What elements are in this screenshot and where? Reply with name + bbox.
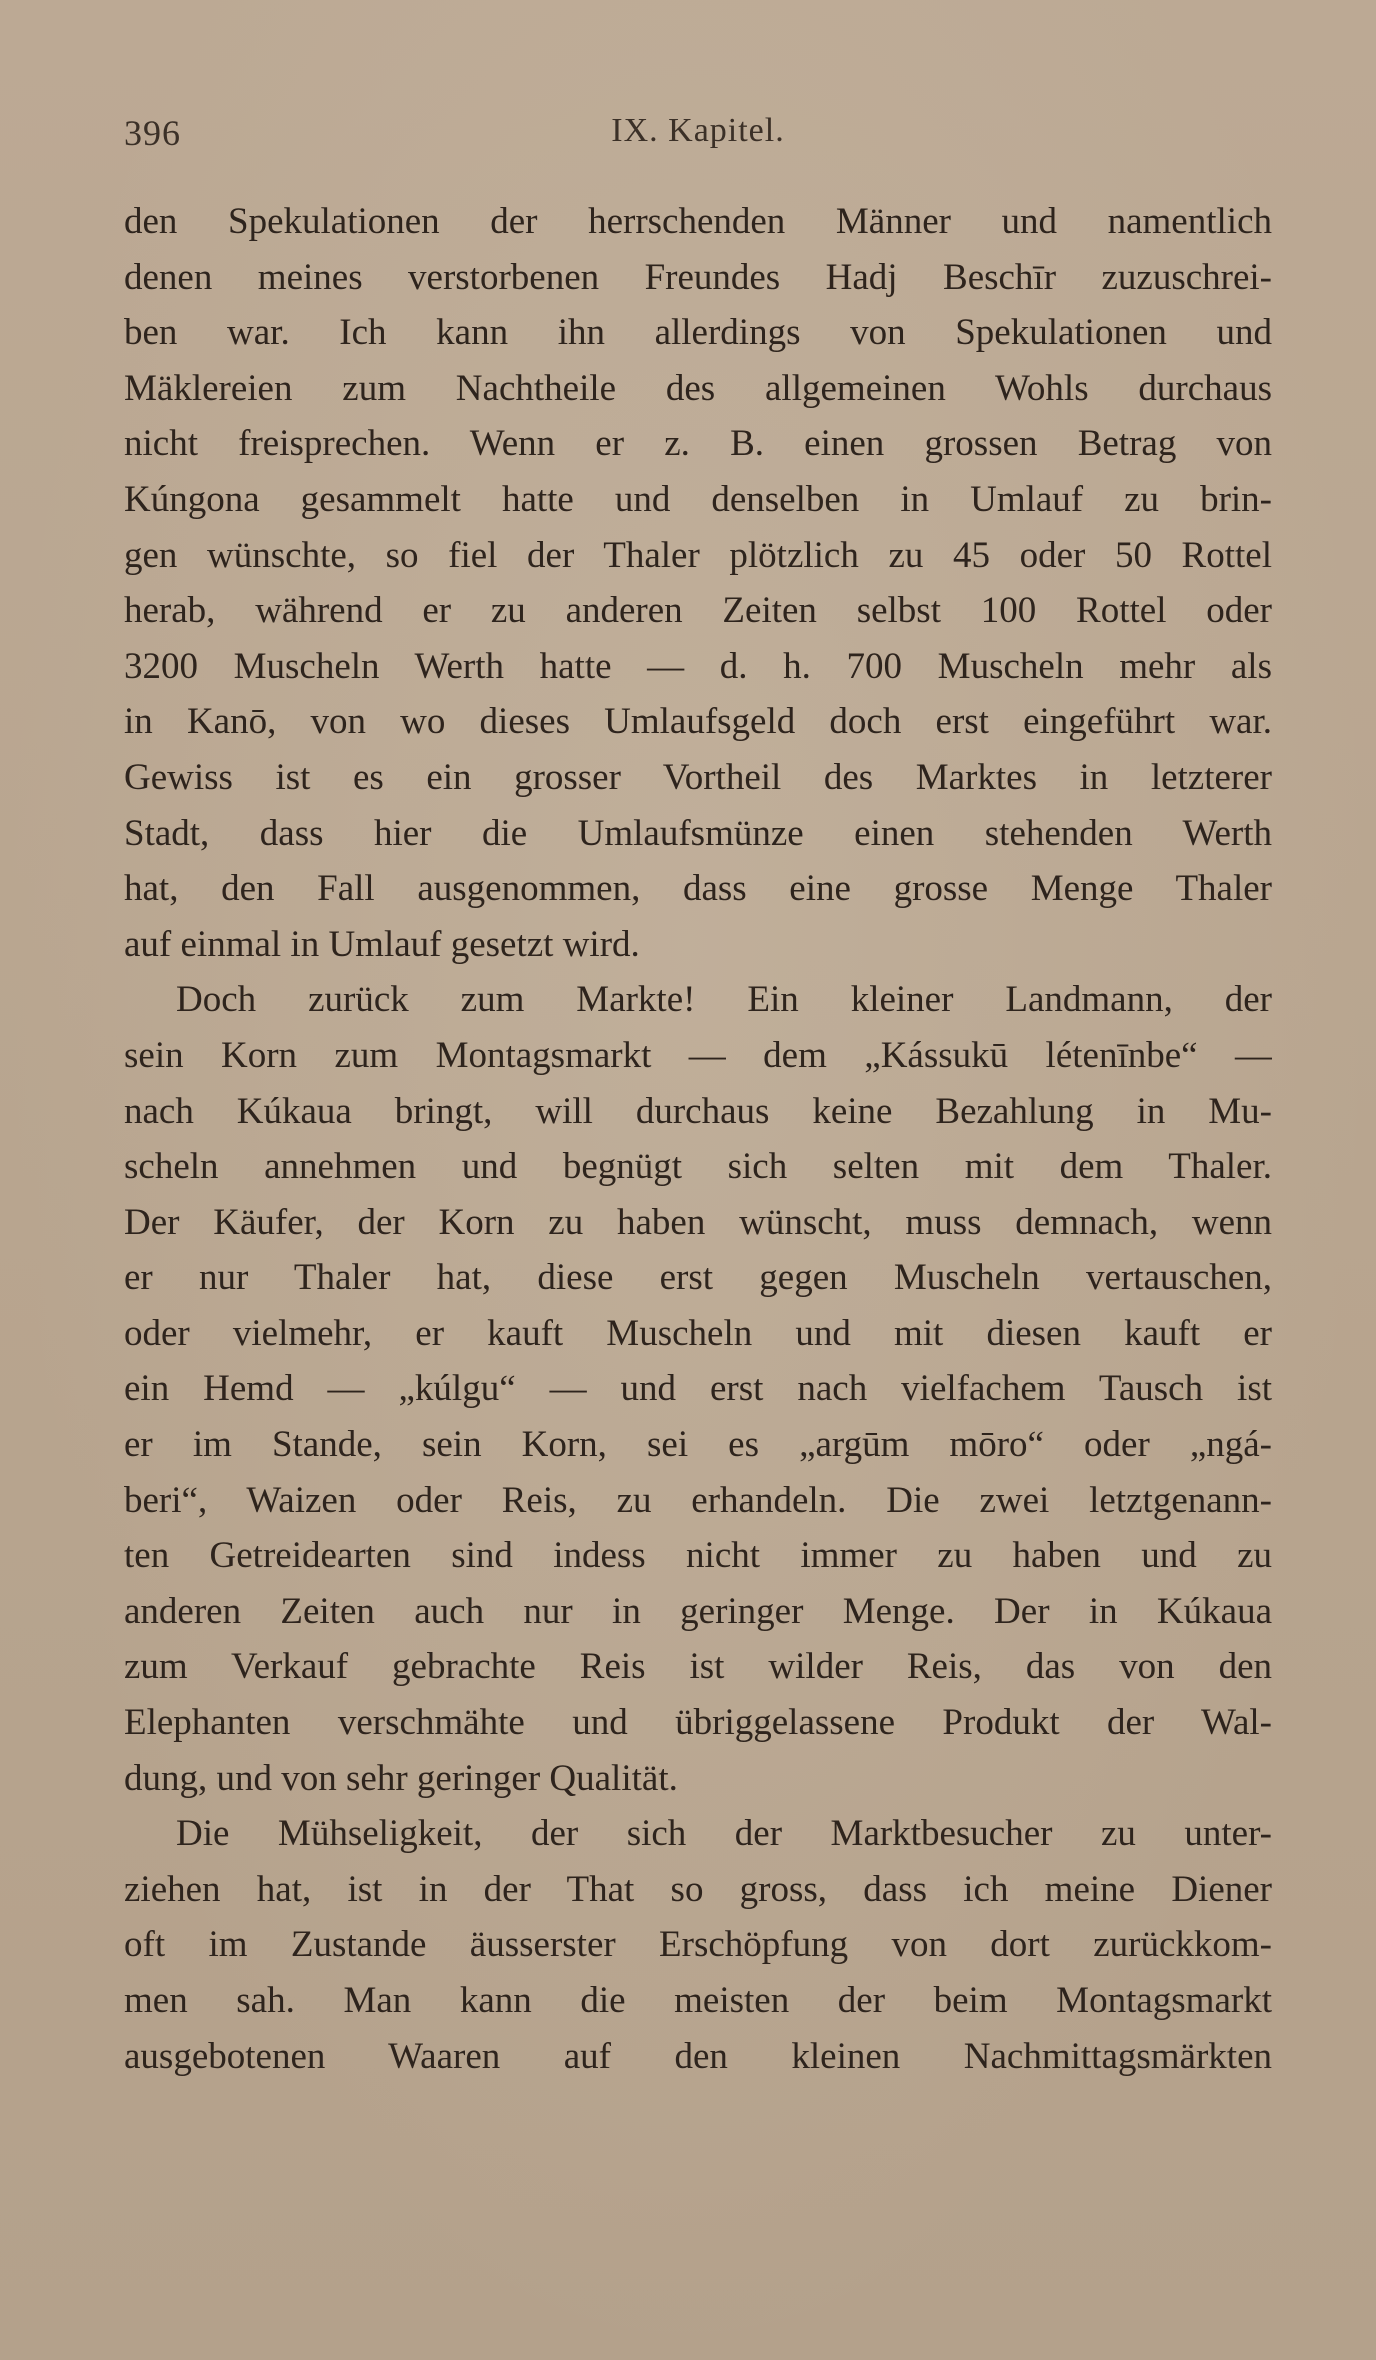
text-line: oft im Zustande äusserster Erschöpfung von dort zurückkom- bbox=[124, 1924, 1272, 1966]
text-line: Der Käufer, der Korn zu haben wünscht, muss demnach, wenn bbox=[124, 1201, 1272, 1243]
text-line: men sah. Man kann die meisten der beim Montagsmarkt bbox=[124, 1980, 1272, 2021]
text-line: sein Korn zum Montagsmarkt — dem „Kássukū létenīnbe“ — bbox=[124, 1034, 1272, 1076]
page-number: 396 bbox=[124, 113, 181, 153]
text-line: er im Stande, sein Korn, sei es „argūm mōro“ oder „ngá- bbox=[124, 1424, 1272, 1466]
text-line: ausgebotenen Waaren auf den kleinen Nachmittagsmärkten bbox=[124, 2035, 1272, 2077]
body-text bbox=[124, 194, 1272, 2084]
paragraph-first-line: Die Mühseligkeit, der sich der Marktbesucher zu unter- bbox=[176, 1813, 1272, 1855]
text-line: ben war. Ich kann ihn allerdings von Spekulationen und bbox=[124, 312, 1272, 354]
page-header bbox=[124, 112, 1272, 164]
text-line: gen wünschte, so fiel der Thaler plötzlich zu 45 oder 50 Rottel bbox=[124, 534, 1272, 576]
text-line: oder vielmehr, er kauft Muscheln und mit diesen kauft er bbox=[124, 1312, 1272, 1354]
text-line: zum Verkauf gebrachte Reis ist wilder Reis, das von den bbox=[124, 1646, 1272, 1688]
text-line: denen meines verstorbenen Freundes Hadj Beschīr zuzuschrei- bbox=[124, 256, 1272, 298]
paragraph-last-line: auf einmal in Umlauf gesetzt wird. bbox=[124, 923, 640, 965]
text-line: ten Getreidearten sind indess nicht immer zu haben und zu bbox=[124, 1535, 1272, 1577]
running-head: IX. Kapitel. bbox=[611, 112, 785, 149]
text-line: herab, während er zu anderen Zeiten selbst 100 Rottel oder bbox=[124, 590, 1272, 632]
paragraph-last-line: dung, und von sehr geringer Qualität. bbox=[124, 1757, 678, 1799]
paragraph-first-line: Doch zurück zum Markte! Ein kleiner Landmann, der bbox=[176, 979, 1272, 1021]
text-line: in Kanō, von wo dieses Umlaufsgeld doch erst eingeführt war. bbox=[124, 701, 1272, 743]
text-line: den Spekulationen der herrschenden Männer und namentlich bbox=[124, 201, 1272, 242]
text-line: ziehen hat, ist in der That so gross, dass ich meine Diener bbox=[124, 1868, 1272, 1910]
text-line: Mäklereien zum Nachtheile des allgemeinen Wohls durchaus bbox=[124, 367, 1272, 409]
text-line: nicht freisprechen. Wenn er z. B. einen grossen Betrag von bbox=[124, 423, 1272, 465]
text-line: er nur Thaler hat, diese erst gegen Muscheln vertauschen, bbox=[124, 1257, 1272, 1299]
text-line: ein Hemd — „kúlgu“ — und erst nach vielfachem Tausch ist bbox=[124, 1368, 1272, 1410]
text-line: hat, den Fall ausgenommen, dass eine grosse Menge Thaler bbox=[124, 868, 1272, 910]
text-line: 3200 Muscheln Werth hatte — d. h. 700 Muscheln mehr als bbox=[124, 645, 1272, 687]
text-line: Stadt, dass hier die Umlaufsmünze einen stehenden Werth bbox=[124, 812, 1272, 854]
text-line: Gewiss ist es ein grosser Vortheil des Marktes in letzterer bbox=[124, 756, 1272, 798]
text-line: scheln annehmen und begnügt sich selten mit dem Thaler. bbox=[124, 1146, 1272, 1188]
text-line: beri“, Waizen oder Reis, zu erhandeln. Die zwei letztgenann- bbox=[124, 1479, 1272, 1521]
text-line: Kúngona gesammelt hatte und denselben in Umlauf zu brin- bbox=[124, 478, 1272, 520]
text-line: Elephanten verschmähte und übriggelassene Produkt der Wal- bbox=[124, 1702, 1272, 1744]
text-line: nach Kúkaua bringt, will durchaus keine Bezahlung in Mu- bbox=[124, 1090, 1272, 1132]
text-line: anderen Zeiten auch nur in geringer Menge. Der in Kúkaua bbox=[124, 1590, 1272, 1632]
